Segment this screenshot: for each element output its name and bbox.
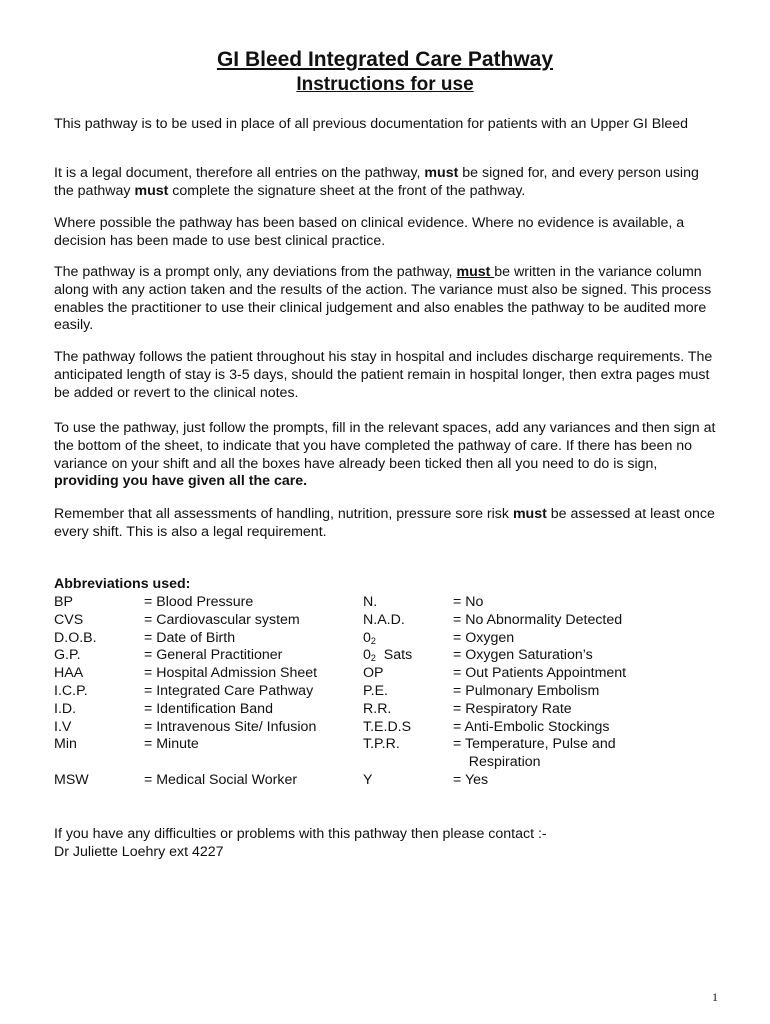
abbreviation-row [54,736,716,772]
emphasis-providing-care: providing you have given all the care. [54,473,308,490]
abbreviation-meaning: = Oxygen [453,629,515,646]
paragraph-text: be written in the variance column along with any action taken and the results of the action. The variance must also be signed. This process enables the practitioner to use their clinical judgement and also enables the pathway to be audited more easily. [54,264,712,334]
emphasis-must: must [424,165,459,181]
paragraph-text: be assessed at least once every shift. This is also a legal requirement. [54,506,715,540]
abbreviation-row [54,612,716,630]
emphasis-must: must [134,182,169,199]
abbreviation-row [54,665,716,683]
document-title: GI Bleed Integrated Care Pathway [216,48,554,71]
abbreviation-term: I.C.P. [54,682,88,699]
abbreviation-term [363,719,411,737]
abbreviation-term-text: N.A.D. [363,611,405,628]
abbreviation-meaning: = Temperature, Pulse and [453,736,616,753]
abbreviation-term-text: P.E. [363,682,388,699]
paragraph-text: complete the signature sheet at the front of the pathway. [168,182,526,199]
abbreviation-term: I.D. [54,700,77,717]
abbreviation-meaning: = Pulmonary Embolism [453,682,600,699]
abbreviation-meaning: = Out Patients Appointment [453,665,627,682]
subscript-2: 2 [370,653,376,664]
abbreviation-meaning: = Date of Birth [144,629,236,646]
contact-info [54,826,547,862]
abbreviation-term-text: OP [363,665,384,682]
abbreviation-meaning: = No Abnormality Detected [453,611,623,628]
document-subtitle: Instructions for use [296,74,474,95]
abbreviation-row [54,594,716,612]
abbreviation-term-text: 0 [363,647,371,664]
abbreviation-row [54,647,716,665]
abbreviation-term-text: Y [363,771,373,788]
abbreviation-term [363,683,388,701]
abbreviation-meaning: = Intravenous Site/ Infusion [144,718,317,735]
abbreviation-term-text: N. [363,594,378,610]
abbreviation-meaning: = Anti-Embolic Stockings [453,718,610,735]
abbreviation-term [363,701,391,719]
abbreviation-term: G.P. [54,647,81,664]
emphasis-must: must [512,506,547,522]
abbreviation-term: BP [54,594,73,610]
contact-name: Dr Juliette Loehry ext 4227 [54,843,224,860]
abbreviation-term [363,612,405,630]
abbreviation-meaning: = General Practitioner [144,647,283,664]
abbreviation-row [54,772,716,790]
abbreviation-row [54,683,716,701]
abbreviation-meaning: = Respiratory Rate [453,700,572,717]
abbreviation-term [363,594,377,612]
paragraph-text: The pathway follows the patient throughout his stay in hospital and includes discharge requirements. The anticipated length of stay is 3-5 days, should the patient remain in hospital longer, then extra pages must be added or revert to the clinical notes. [54,349,713,401]
abbreviation-term [363,736,400,754]
abbreviation-term [363,665,384,683]
abbreviation-meaning: = Integrated Care Pathway [144,682,314,699]
abbreviation-row [54,701,716,719]
abbreviation-meaning: = Blood Pressure [144,594,254,610]
abbreviations-table [54,594,716,790]
page-number: 1 [712,990,718,1004]
paragraph-purpose [54,116,716,134]
abbreviation-term: CVS [54,611,84,628]
abbreviation-row [54,630,716,648]
paragraph-length-of-stay [54,349,716,402]
abbreviation-term-text: 0 [363,629,371,646]
abbreviation-term-suffix: Sats [375,647,413,664]
abbreviation-term: HAA [54,665,84,682]
paragraph-clinical-evidence [54,215,716,251]
paragraph-how-to-use [54,420,716,491]
abbreviation-term: Min [54,736,77,753]
paragraph-variance [54,264,716,335]
paragraph-text: The pathway is a prompt only, any deviations from the pathway, [54,264,457,280]
paragraph-text: It is a legal document, therefore all entries on the pathway, [54,165,425,181]
paragraph-text: To use the pathway, just follow the prompts, fill in the relevant spaces, add any variances and then sign at the bottom of the sheet, to indicate that you have completed the pathway of care. If there has been no variance on your shift and all the boxes have already been ticked then all you need to do is sign, [54,420,716,472]
abbreviation-meaning: = Medical Social Worker [144,771,298,788]
abbreviation-meaning: = Cardiovascular system [144,611,300,628]
emphasis-must: must [456,264,495,280]
contact-line: If you have any difficulties or problems with this pathway then please contact :- [54,826,547,842]
abbreviation-term-text: R.R. [363,700,392,717]
abbreviation-row [54,719,716,737]
abbreviation-term [363,772,372,790]
paragraph-text: This pathway is to be used in place of all previous documentation for patients with an Upper GI Bleed [54,116,689,132]
abbreviation-meaning: = Minute [144,736,199,753]
paragraph-text: Remember that all assessments of handling, nutrition, pressure sore risk [54,506,513,522]
abbreviations-heading: Abbreviations used: [54,576,191,592]
abbreviation-meaning: = Oxygen Saturation’s [453,647,593,664]
abbreviation-term: MSW [54,771,89,788]
abbreviation-term: I.V [54,718,72,735]
paragraph-text: be signed for, and every person using the pathway [54,165,699,199]
abbreviation-meaning-continued: Respiration [453,754,541,771]
abbreviation-meaning: = Yes [453,771,489,788]
subscript-2: 2 [370,635,376,646]
paragraph-legal-document [54,165,716,201]
abbreviation-meaning: = Identification Band [144,700,273,717]
abbreviation-meaning: = No [453,594,484,610]
abbreviation-term-text: T.P.R. [363,736,400,753]
paragraph-text: Where possible the pathway has been based on clinical evidence. Where no evidence is available, a decision has been made to use best clinical practice. [54,215,685,249]
abbreviation-meaning: = Hospital Admission Sheet [144,665,318,682]
abbreviation-term-text: T.E.D.S [363,718,412,735]
paragraph-assessments [54,506,716,542]
abbreviation-term: D.O.B. [54,629,97,646]
